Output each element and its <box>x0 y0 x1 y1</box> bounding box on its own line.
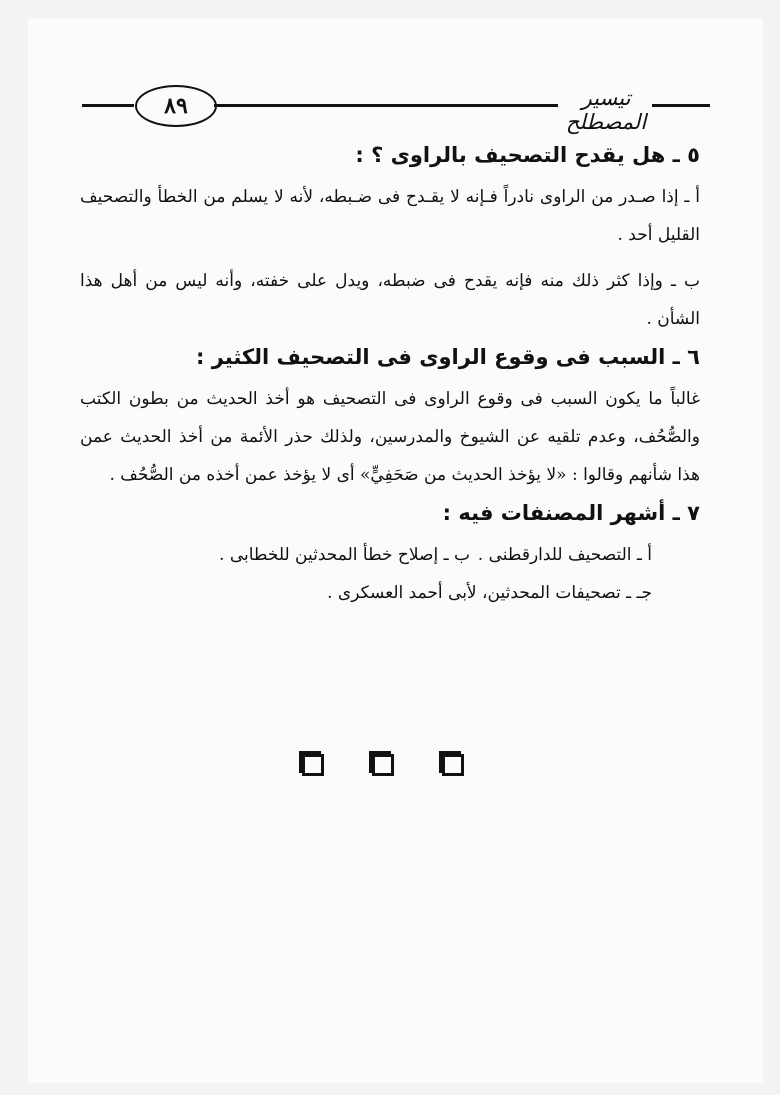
square-ornament-icon <box>302 754 324 776</box>
header-rule-middle <box>214 104 558 107</box>
header-rule-left <box>82 104 134 107</box>
section-heading: ٧ ـ أشهر المصنفات فيه : <box>442 501 700 525</box>
page-number: ٨٩ <box>135 85 217 127</box>
section-end-ornaments <box>300 750 470 776</box>
sources-row <box>80 536 700 574</box>
header-rule-right <box>652 104 710 107</box>
source-item: ب ـ إصلاح خطأ المحدثين للخطابى . <box>219 545 470 565</box>
page-header <box>82 82 714 134</box>
source-item: أ ـ التصحيف للدارقطنى . <box>477 545 652 565</box>
page-body <box>80 138 700 612</box>
paragraph: ب ـ وإذا كثر ذلك منه فإنه يقدح فى ضبطه، ويدل على خفته، وأنه ليس من أهل هذا الشأن . <box>80 271 700 329</box>
sources-row <box>80 574 700 612</box>
paragraph: غالباً ما يكون السبب فى وقوع الراوى فى التصحيف هو أخذ الحديث من بطون الكتب والصُّحُف، وعدم تلقيه عن الشيوخ والمدرسين، ولذلك حذر الأئمة من أخذ الحديث عمن هذا شأنهم وقالوا : «لا يؤخذ الحديث من صَحَفِيٍّ» أى لا يؤخذ عمن أخذه من الصُّحُف . <box>80 389 700 485</box>
square-ornament-icon <box>442 754 464 776</box>
source-item: جـ ـ تصحيفات المحدثين، لأبى أحمد العسكرى . <box>327 583 652 603</box>
running-title: تيسير المصطلح <box>565 86 647 134</box>
section-heading: ٦ ـ السبب فى وقوع الراوى فى التصحيف الكثير : <box>196 345 700 369</box>
paragraph: أ ـ إذا صـدر من الراوى نادراً فـإنه لا يقـدح فى ضـبطه، لأنه لا يسلم من الخطأ والتصحيف القليل أحد . <box>80 187 700 245</box>
section-heading: ٥ ـ هل يقدح التصحيف بالراوى ؟ : <box>355 143 700 167</box>
square-ornament-icon <box>372 754 394 776</box>
